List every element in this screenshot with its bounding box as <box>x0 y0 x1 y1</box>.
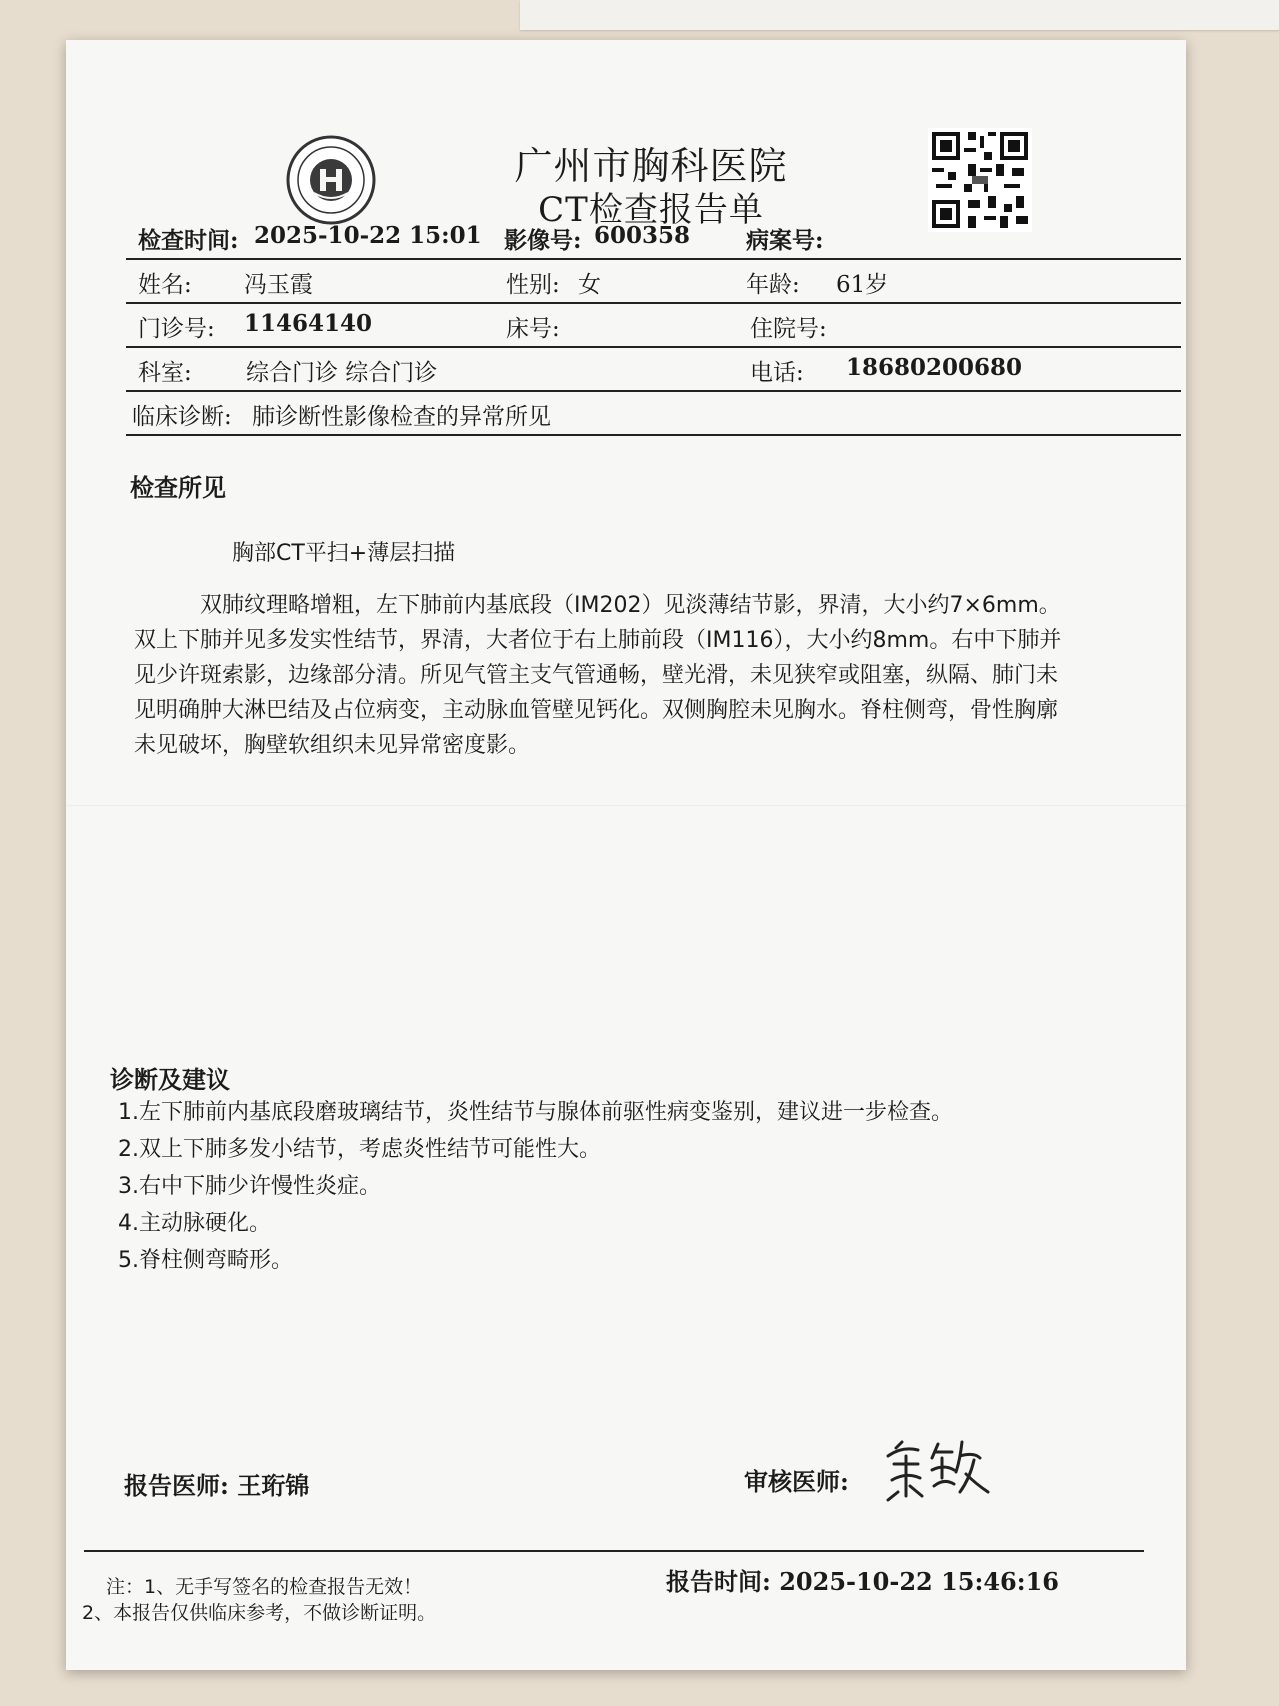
report-time-value: 2025-10-22 15:46:16 <box>779 1567 1060 1596</box>
diagnosis-list <box>118 1094 1118 1279</box>
department-label: 科室: <box>138 360 192 386</box>
gender-value: 女 <box>578 272 601 298</box>
outpatient-no-label: 门诊号: <box>138 316 215 342</box>
image-no-value: 600358 <box>594 222 691 249</box>
case-no-label: 病案号: <box>746 227 824 254</box>
diagnosis-item-3: 3.右中下肺少许慢性炎症。 <box>118 1174 381 1199</box>
footer-divider <box>84 1550 1144 1552</box>
clinical-diagnosis-label: 临床诊断: <box>132 404 232 430</box>
qr-code <box>928 128 1032 232</box>
inpatient-no-label: 住院号: <box>750 316 827 342</box>
report-time <box>666 1562 1059 1597</box>
report-doctor-label: 报告医师: <box>124 1471 229 1500</box>
review-doctor-signature <box>876 1430 1006 1505</box>
info-row-3 <box>126 306 1181 348</box>
info-row-2 <box>126 262 1181 304</box>
findings-text: 双肺纹理略增粗，左下肺前内基底段（IM202）见淡薄结节影，界清，大小约7×6mm。双上下肺并见多发实性结节，界清，大者位于右上肺前段（IM116），大小约8mm。右中下肺并见少许斑索影，边缘部分清。所见气管主支气管通畅，壁光滑，未见狭窄或阻塞，纵隔、肺门未见明确肿大淋巴结及占位病变，主动脉血管壁见钙化。双侧胸腔未见胸水。脊柱侧弯，骨性胸廓未见破坏，胸壁软组织未见异常密度影。 <box>134 593 1062 758</box>
report-paper <box>66 40 1186 1670</box>
phone-value: 18680200680 <box>846 354 1023 381</box>
info-row-4 <box>126 350 1181 392</box>
hospital-name: 广州市胸科医院 <box>514 144 788 188</box>
image-no-label: 影像号: <box>504 227 582 254</box>
exam-time-label: 检查时间: <box>138 227 239 254</box>
phone-label: 电话: <box>750 360 804 386</box>
exam-time-value: 2025-10-22 15:01 <box>254 222 482 249</box>
gender-label: 性别: <box>506 272 560 298</box>
bed-no-label: 床号: <box>506 316 560 342</box>
age-value: 61岁 <box>836 272 889 298</box>
diagnosis-item-4: 4.主动脉硬化。 <box>118 1211 271 1236</box>
report-title: CT检查报告单 <box>538 190 764 230</box>
department-value: 综合门诊 综合门诊 <box>246 360 438 386</box>
info-row-1 <box>126 218 1181 260</box>
diagnosis-item-1: 1.左下肺前内基底段磨玻璃结节，炎性结节与腺体前驱性病变鉴别，建议进一步检查。 <box>118 1100 953 1125</box>
diagnosis-item-5: 5.脊柱侧弯畸形。 <box>118 1248 293 1273</box>
clinical-diagnosis-value: 肺诊断性影像检查的异常所见 <box>252 404 551 430</box>
diagnosis-heading: 诊断及建议 <box>110 1065 230 1094</box>
outpatient-no-value: 11464140 <box>244 310 373 337</box>
report-doctor-name: 王珩锦 <box>237 1471 310 1500</box>
note-1: 注：1、无手写签名的检查报告无效！ <box>106 1576 423 1598</box>
exam-method: 胸部CT平扫+薄层扫描 <box>232 541 456 566</box>
report-time-label: 报告时间: <box>666 1567 771 1596</box>
background-sheet <box>520 0 1279 30</box>
name-label: 姓名: <box>138 272 192 298</box>
hospital-logo <box>286 135 376 225</box>
review-doctor-label: 审核医师: <box>744 1467 849 1496</box>
diagnosis-item-2: 2.双上下肺多发小结节，考虑炎性结节可能性大。 <box>118 1137 601 1162</box>
paper-fold <box>66 805 1186 807</box>
info-row-5 <box>126 394 1181 436</box>
note-2: 2、本报告仅供临床参考，不做诊断证明。 <box>82 1602 437 1624</box>
report-doctor <box>124 1466 309 1501</box>
age-label: 年龄: <box>746 272 800 298</box>
findings-heading: 检查所见 <box>130 473 226 502</box>
patient-name: 冯玉霞 <box>244 272 313 298</box>
